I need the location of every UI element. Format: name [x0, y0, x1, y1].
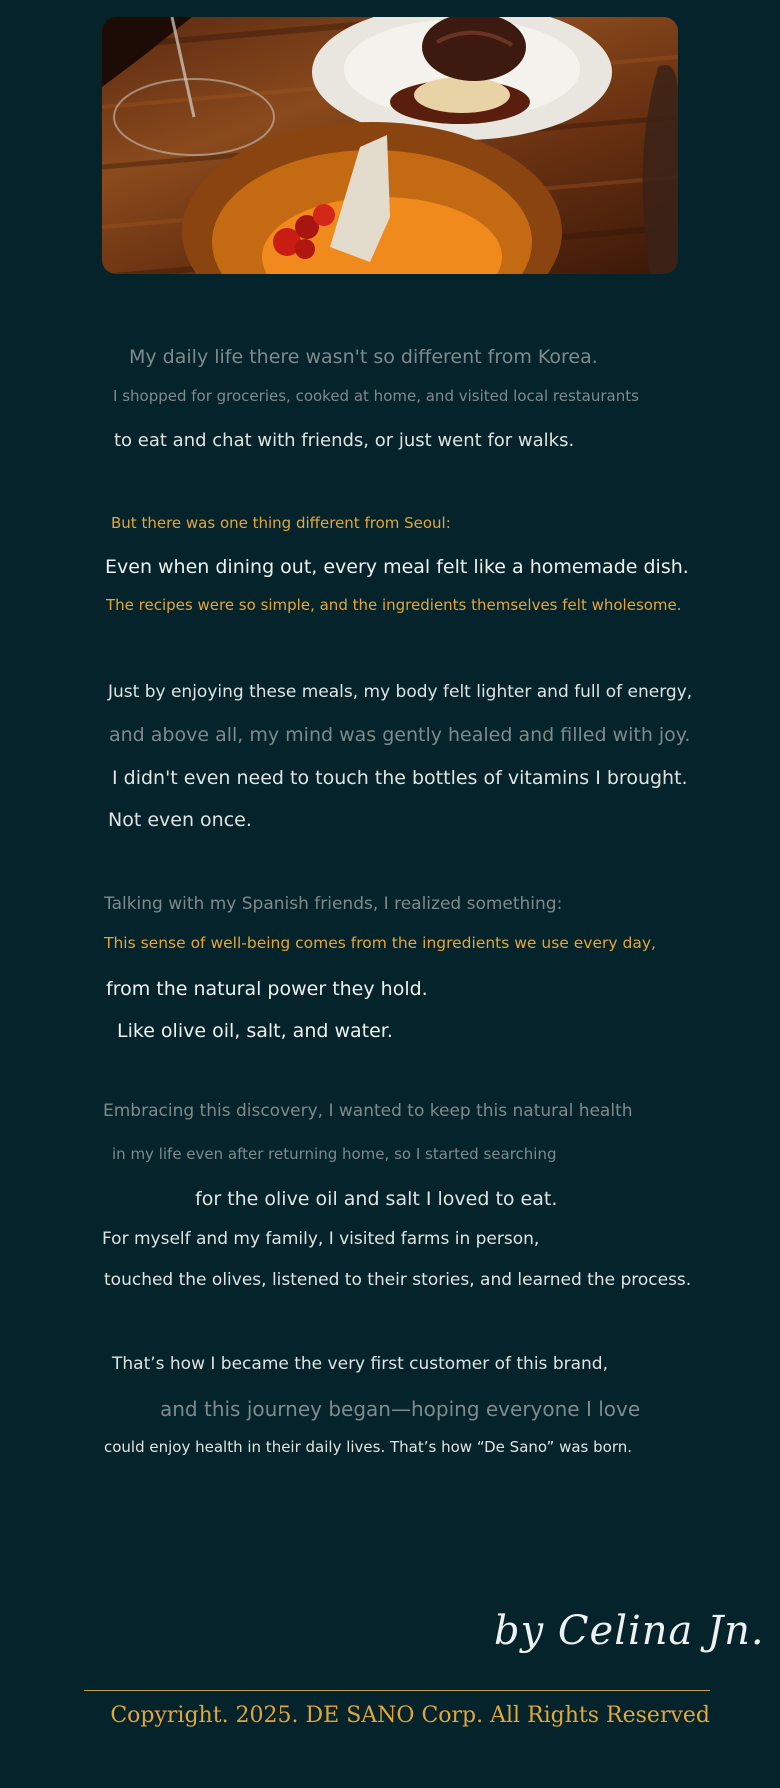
story-line: and this journey began—hoping everyone I love [160, 1397, 641, 1421]
story-line: That’s how I became the very first customer of this brand, [112, 1354, 608, 1374]
story-line: I didn't even need to touch the bottles of vitamins I brought. [112, 767, 688, 789]
story-line: in my life even after returning home, so I started searching [112, 1145, 557, 1163]
hero-food-photo [102, 17, 678, 274]
story-line: Like olive oil, salt, and water. [117, 1020, 393, 1042]
story-line: Not even once. [108, 809, 252, 831]
footer-divider [84, 1690, 710, 1691]
story-line: The recipes were so simple, and the ingredients themselves felt wholesome. [106, 596, 682, 614]
story-line: from the natural power they hold. [106, 978, 428, 1000]
story-line: But there was one thing different from Seoul: [111, 514, 451, 532]
story-line: This sense of well-being comes from the ingredients we use every day, [104, 934, 656, 952]
story-line: for the olive oil and salt I loved to eat. [195, 1188, 558, 1210]
story-line: Just by enjoying these meals, my body felt lighter and full of energy, [108, 682, 693, 702]
story-line: Embracing this discovery, I wanted to keep this natural health [103, 1101, 633, 1121]
story-line: I shopped for groceries, cooked at home, and visited local restaurants [113, 387, 639, 405]
story-line: to eat and chat with friends, or just went for walks. [114, 430, 575, 451]
story-line: touched the olives, listened to their stories, and learned the process. [104, 1270, 692, 1290]
story-line: could enjoy health in their daily lives. That’s how “De Sano” was born. [104, 1438, 633, 1456]
story-line: Even when dining out, every meal felt like a homemade dish. [105, 556, 689, 578]
story-line: and above all, my mind was gently healed and filled with joy. [109, 724, 691, 746]
story-line: Talking with my Spanish friends, I realized something: [104, 894, 563, 914]
story-line: For myself and my family, I visited farms in person, [102, 1229, 540, 1249]
author-signature: by Celina Jn. [494, 1608, 765, 1654]
story-line: My daily life there wasn't so different from Korea. [129, 346, 598, 368]
copyright-notice: Copyright. 2025. DE SANO Corp. All Rights Reserved [110, 1703, 710, 1728]
